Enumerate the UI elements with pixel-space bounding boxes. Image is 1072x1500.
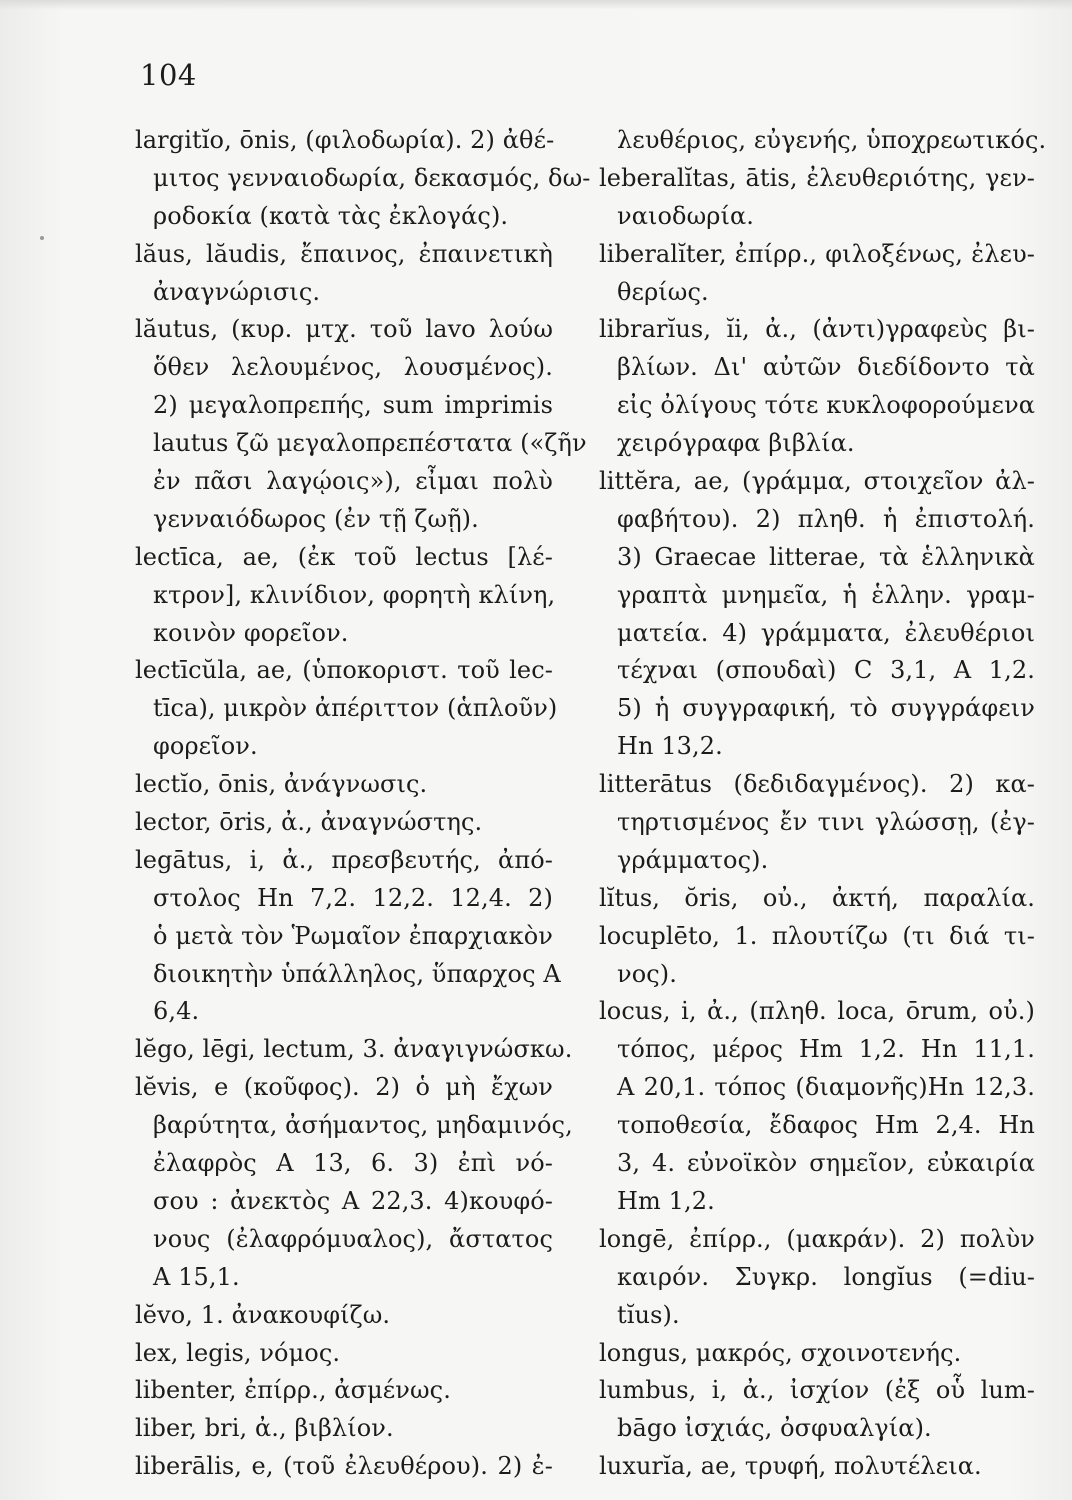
entry-line: lumbus, i, ἀ., ἰσχίον (ἐξ οὗ lum- [599, 1376, 1035, 1405]
entry-line: 2) μεγαλοπρεπής, sum imprimis [153, 391, 553, 420]
entry-line: liberālis, e, (τοῦ ἐλευθέρου). 2) ἐ- [135, 1452, 553, 1481]
entry-line: κοινὸν φορεῖον. [153, 618, 349, 647]
entry-line: locus, i, ἀ., (πληθ. loca, ōrum, οὐ.) [599, 997, 1035, 1026]
entry-line: θερίως. [617, 277, 709, 306]
entry-line: locuplēto, 1. πλουτίζω (τι διά τι- [599, 921, 1035, 950]
entry-line: ματεία. 4) γράμματα, ἐλευθέριοι [617, 618, 1035, 647]
entry-line: Hm 1,2. [617, 1186, 715, 1215]
entry-line: largitĭo, ōnis, (φιλοδωρία). 2) ἀθέ- [135, 126, 555, 154]
entry-line: lector, ōris, ἀ., ἀναγνώστης. [135, 808, 483, 837]
entry-line: longus, μακρός, σχοινοτενής. [599, 1338, 962, 1367]
entry-line: 3) Graecae litterae, τὰ ἑλληνικὰ [617, 542, 1035, 571]
entry-line: lautus ζῶ μεγαλοπρεπέστατα («ζῆν [153, 429, 587, 458]
entry-line: ἐλαφρὸς A 13, 6. 3) ἐπὶ νό- [153, 1149, 553, 1178]
entry-line: litterātus (δεδιδαγμένος). 2) κα- [599, 770, 1035, 799]
entry-line: γενναιόδωρος (ἐν τῇ ζωῇ). [153, 504, 479, 533]
entry-line: στολος Hn 7,2. 12,2. 12,4. 2) [153, 883, 553, 912]
entry-line: σου : ἀνεκτὸς A 22,3. 4)κουφό- [153, 1186, 553, 1215]
entry-line: lăutus, (κυρ. μτχ. τοῦ lavo λούω [135, 315, 553, 344]
entry-line: ναιοδωρία. [617, 201, 755, 230]
entry-line: κτρον], κλινίδιον, φορητὴ κλίνη, [153, 580, 556, 609]
entry-line: γράμματος). [617, 845, 769, 874]
entry-line: A 20,1. τόπος (διαμονῆς)Hn 12,3. [617, 1073, 1035, 1102]
entry-line: lex, legis, νόμος. [135, 1338, 341, 1367]
entry-line: τοποθεσία, ἔδαφος Hm 2,4. Hn [617, 1111, 1035, 1140]
entry-line: A 15,1. [153, 1262, 240, 1291]
entry-line: ὁ μετὰ τὸν Ῥωμαῖον ἐπαρχιακὸν [153, 921, 553, 950]
entry-line: tĭus). [617, 1300, 680, 1329]
entry-line: legātus, i, ἀ., πρεσβευτής, ἀπό- [135, 845, 553, 874]
left-column [135, 122, 591, 1486]
entry-line: tīca), μικρὸν ἀπέριττον (ἁπλοῦν) [153, 694, 558, 723]
entry-line: lĕgo, lēgi, lectum, 3. ἀναγιγνώσκω. [135, 1035, 573, 1064]
entry-line: βαρύτητα, ἀσήμαντος, μηδαμινός, [153, 1111, 573, 1140]
entry-line: 3, 4. εὐνοϊκὸν σημεῖον, εὐκαιρία [617, 1149, 1035, 1178]
entry-line: 6,4. [153, 997, 200, 1026]
entry-line: φαβήτου). 2) πληθ. ἡ ἐπιστολή. [617, 504, 1035, 533]
entry-line: βλίων. Δι' αὐτῶν διεδίδοντο τὰ [617, 353, 1035, 382]
right-column [599, 122, 1047, 1486]
entry-line: lĕvis, e (κοῦφος). 2) ὁ μὴ ἔχων [135, 1073, 553, 1102]
entry-line: ροδοκία (κατὰ τὰς ἐκλογάς). [153, 201, 509, 230]
entry-line: γραπτὰ μνημεῖα, ἡ ἑλλην. γραμ- [617, 580, 1035, 609]
entry-line: leberalĭtas, ātis, ἐλευθεριότης, γεν- [599, 163, 1035, 192]
entry-line: ἀναγνώρισις. [153, 277, 321, 306]
entry-line: φορεῖον. [153, 732, 258, 761]
paper-speck [40, 236, 44, 240]
entry-line: εἰς ὀλίγους τότε κυκλοφορούμενα [617, 391, 1036, 420]
entry-line: λευθέριος, εὐγενής, ὑποχρεωτικός. [617, 126, 1047, 154]
entry-line: lectīca, ae, (ἐκ τοῦ lectus [λέ- [135, 542, 553, 571]
entry-line: liber, bri, ἀ., βιβλίον. [135, 1414, 394, 1443]
entry-line: τηρτισμένος ἔν τινι γλώσσῃ, (ἐγ- [617, 808, 1035, 837]
entry-line: lĕvo, 1. ἀνακουφίζω. [135, 1300, 391, 1329]
entry-line: bāgo ἰσχιάς, ὀσφυαλγία). [617, 1414, 932, 1443]
entry-line: lectīcŭla, ae, (ὑποκοριστ. τοῦ lec- [135, 656, 553, 685]
entry-line: διοικητὴν ὑπάλληλος, ὕπαρχος A [153, 959, 561, 988]
entry-line: librarĭus, ĭi, ἀ., (ἀντι)γραφεὺς βι- [599, 315, 1035, 344]
entry-line: libenter, ἐπίρρ., ἀσμένως. [135, 1376, 451, 1405]
entry-line: liberalĭter, ἐπίρρ., φιλοξένως, ἐλευ- [599, 239, 1035, 268]
entry-line: Hn 13,2. [617, 732, 723, 761]
entry-line: νος). [617, 959, 677, 988]
page-top-edge [0, 0, 1072, 10]
entry-line: τόπος, μέρος Hm 1,2. Hn 11,1. [617, 1035, 1035, 1064]
entry-line: luxurĭa, ae, τρυφή, πολυτέλεια. [599, 1452, 982, 1481]
page-number: 104 [140, 58, 197, 92]
entry-line: littĕra, ae, (γράμμα, στοιχεῖον ἀλ- [599, 467, 1035, 496]
entry-line: ἐν πᾶσι λαγῴοις»), εἶμαι πολὺ [153, 467, 553, 496]
entry-line: ὅθεν λελουμένος, λουσμένος). [153, 353, 553, 382]
entry-line: χειρόγραφα βιβλία. [617, 429, 855, 458]
entry-line: lectĭo, ōnis, ἀνάγνωσις. [135, 770, 428, 799]
entry-line: νους (ἐλαφρόμυαλος), ἄστατος [153, 1224, 553, 1253]
entry-line: καιρόν. Συγκρ. longĭus (=diu- [617, 1262, 1035, 1291]
entry-line: 5) ἡ συγγραφική, τὸ συγγράφειν [617, 694, 1035, 723]
entry-line: lăus, lăudis, ἔπαινος, ἐπαινετικὴ [135, 239, 553, 268]
entry-line: longē, ἐπίρρ., (μακράν). 2) πολὺν [599, 1224, 1035, 1253]
entry-line: τέχναι (σπουδαὶ) C 3,1, A 1,2. [617, 656, 1035, 685]
entry-line: lĭtus, ŏris, οὐ., ἀκτή, παραλία. [599, 883, 1035, 912]
entry-line: μιτος γενναιοδωρία, δεκασμός, δω- [153, 163, 591, 192]
